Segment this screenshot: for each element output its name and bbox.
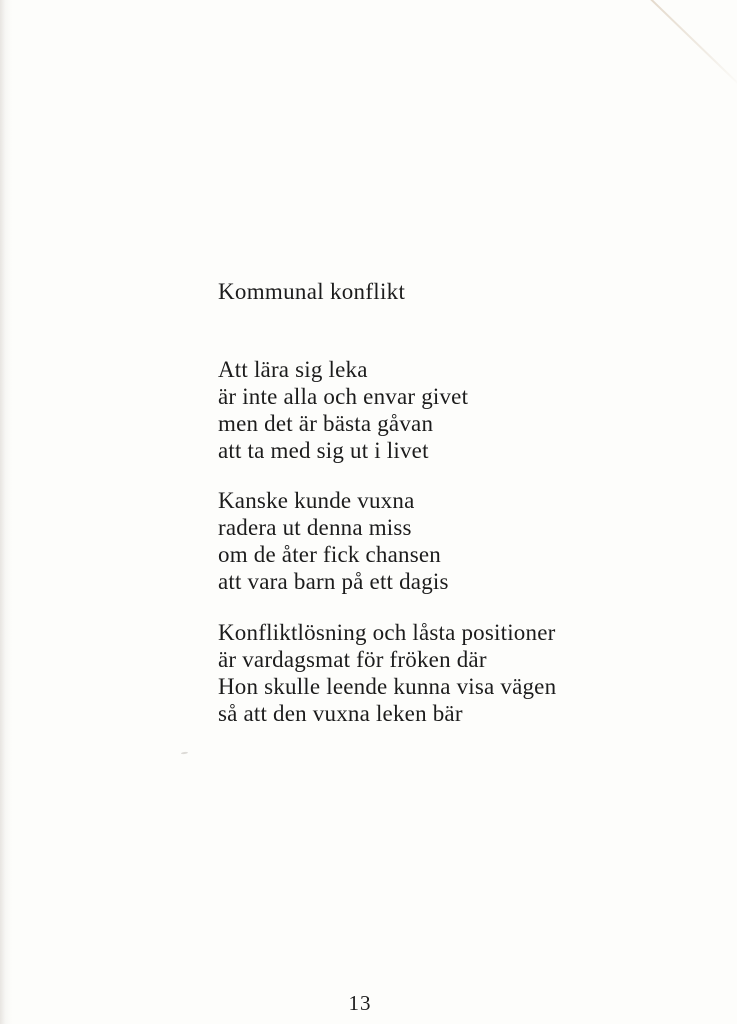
poem-stanza-2: [218, 487, 449, 595]
poem-stanza-3: [218, 619, 556, 727]
poem-line: är vardagsmat för fröken där: [218, 647, 487, 672]
poem-line: Att lära sig leka: [218, 357, 368, 382]
poem-line: om de åter fick chansen: [218, 542, 441, 567]
poem-line: är inte alla och envar givet: [218, 384, 469, 409]
scan-scratch-line: [648, 0, 737, 89]
poem-line: Hon skulle leende kunna visa vägen: [218, 674, 557, 699]
poem-stanza-1: [218, 356, 468, 464]
poem-line: Konfliktlösning och låsta positioner: [218, 620, 556, 645]
scan-edge-shadow: [0, 0, 12, 1024]
poem-line: men det är bästa gåvan: [218, 411, 434, 436]
poem-line: så att den vuxna leken bär: [218, 701, 463, 726]
page-number: 13: [348, 991, 372, 1015]
poem-line: att ta med sig ut i livet: [218, 438, 429, 463]
poem-line: att vara barn på ett dagis: [218, 569, 449, 594]
scan-speck: [181, 752, 188, 755]
poem-line: Kanske kunde vuxna: [218, 488, 415, 513]
poem-title: Kommunal konflikt: [218, 279, 406, 304]
poem-line: radera ut denna miss: [218, 515, 412, 540]
